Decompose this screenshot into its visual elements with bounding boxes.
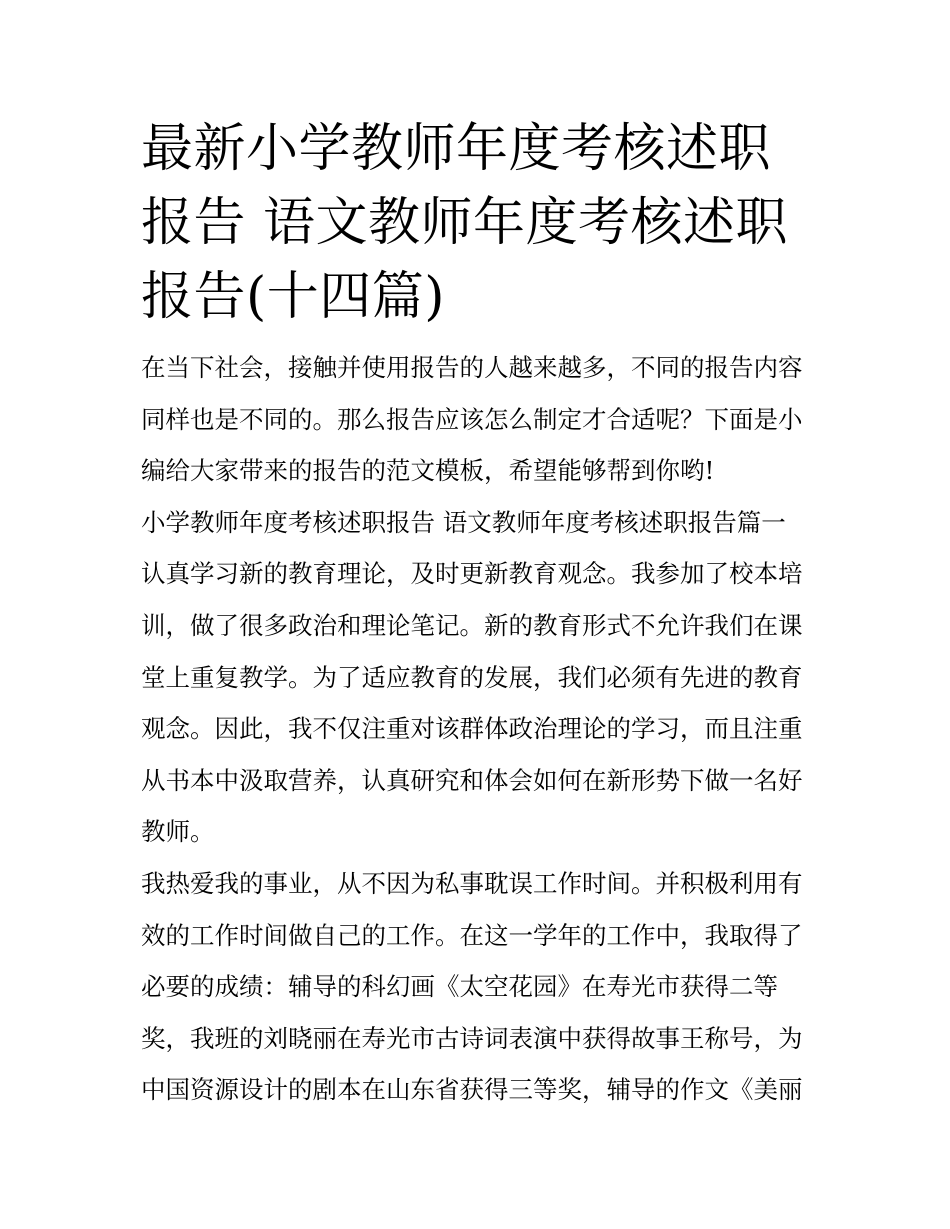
body-paragraph: 认真学习新的教育理论，及时更新教育观念。我参加了校本培训，做了很多政治和理论笔记。新的教育形式不允许我们在课堂上重复教学。为了适应教育的发展，我们必须有先进的教育观念。因此，我不仅注重对该群体政治理论的学习，而且注重从书本中汲取营养，认真研究和体会如何在新形势下做一名好教师。	[141, 559, 803, 847]
body-paragraph: 我热爱我的事业，从不因为私事耽误工作时间。并积极利用有效的工作时间做自己的工作。在这一学年的工作中，我取得了必要的成绩：辅导的科幻画《太空花园》在寿光市获得二等奖，我班的刘晓丽在寿光市古诗词表演中获得故事王称号，为中国资源设计的剧本在山东省获得三等奖，辅导的作文《美丽	[141, 868, 803, 1105]
document-title: 最新小学教师年度考核述职报告 语文教师年度考核述职报告(十四篇)	[141, 119, 789, 327]
section-heading: 小学教师年度考核述职报告 语文教师年度考核述职报告篇一	[141, 507, 786, 537]
intro-paragraph: 在当下社会，接触并使用报告的人越来越多，不同的报告内容同样也是不同的。那么报告应该怎么制定才合适呢？下面是小编给大家带来的报告的范文模板，希望能够帮到你哟!	[141, 353, 803, 486]
document-body	[141, 112, 821, 1116]
